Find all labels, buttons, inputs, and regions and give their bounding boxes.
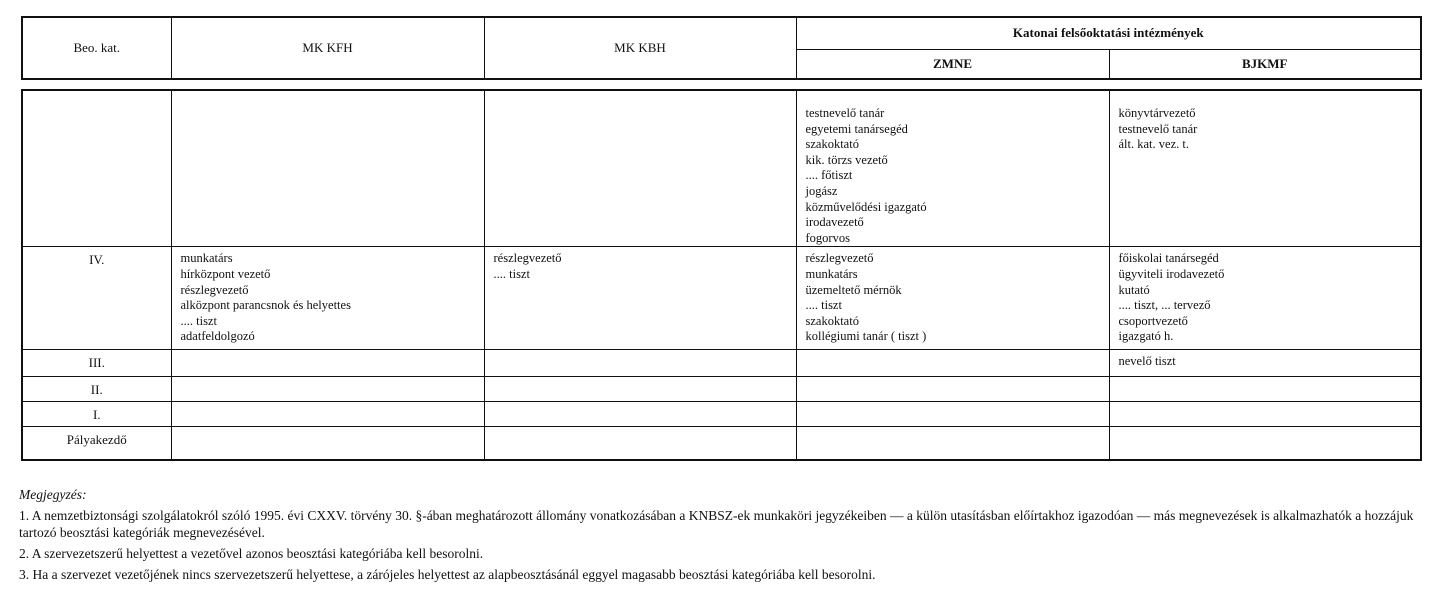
position-entry: kik. törzs vezető bbox=[805, 152, 888, 167]
cell-mk-kbh bbox=[484, 427, 796, 460]
position-entry: hírközpont vezető bbox=[180, 266, 271, 281]
cell-mk-kfh bbox=[171, 350, 484, 377]
cell-mk-kfh bbox=[171, 427, 484, 460]
position-entry: fogorvos bbox=[805, 230, 850, 245]
table-row bbox=[22, 247, 1421, 350]
position-entry: részlegvezető bbox=[180, 282, 249, 297]
position-entry: közművelődési igazgató bbox=[805, 199, 927, 214]
position-entry: adatfeldolgozó bbox=[180, 329, 255, 344]
cell-bjkmf bbox=[1109, 247, 1421, 350]
cell-mk-kfh bbox=[171, 402, 484, 427]
position-entry: kutató bbox=[1118, 282, 1150, 297]
row-label: I. bbox=[22, 402, 171, 427]
cell-zmne bbox=[796, 377, 1109, 402]
position-entry: .... tiszt bbox=[493, 266, 530, 281]
header-beo-kat: Beo. kat. bbox=[22, 17, 171, 79]
notes-title: Megjegyzés: bbox=[19, 487, 87, 502]
position-entry: .... tiszt, ... tervező bbox=[1118, 298, 1211, 313]
note-item: 1. A nemzetbiztonsági szolgálatokról szóló 1995. évi CXXV. törvény 30. §-ában meghatározott állomány vonatkozásában a KNBSZ-ek munkaköri jegyzékeiben — a külön utasításban előírtakhoz igazodóan — más megnevezések is alkalmazhatók a hozzájuk tartozó beosztási kategóriák megnevezésével. bbox=[19, 508, 1414, 540]
category-header-table bbox=[21, 16, 1422, 80]
position-entry: alközpont parancsnok és helyettes bbox=[180, 298, 351, 313]
position-entry: nevelő tiszt bbox=[1118, 354, 1176, 369]
cell-mk-kbh bbox=[484, 247, 796, 350]
row-label: Pályakezdő bbox=[22, 427, 171, 460]
cell-bjkmf bbox=[1109, 427, 1421, 460]
position-entry: jogász bbox=[805, 183, 838, 198]
row-label bbox=[22, 90, 171, 247]
position-entry: munkatárs bbox=[805, 266, 858, 281]
position-entry: főiskolai tanársegéd bbox=[1118, 251, 1219, 266]
cell-mk-kbh bbox=[484, 377, 796, 402]
position-entry: részlegvezető bbox=[805, 251, 874, 266]
cell-zmne bbox=[796, 402, 1109, 427]
cell-zmne bbox=[796, 350, 1109, 377]
row-label: III. bbox=[22, 350, 171, 377]
category-body-table bbox=[21, 89, 1422, 461]
header-katonai: Katonai felsőoktatási intézmények bbox=[796, 17, 1421, 49]
position-entry: ált. kat. vez. t. bbox=[1118, 137, 1189, 152]
position-entry: .... főtiszt bbox=[805, 168, 853, 183]
header-zmne: ZMNE bbox=[796, 49, 1109, 79]
cell-zmne bbox=[796, 247, 1109, 350]
cell-bjkmf bbox=[1109, 377, 1421, 402]
position-entry: .... tiszt bbox=[805, 298, 842, 313]
position-entry: munkatárs bbox=[180, 251, 233, 266]
note-item: 2. A szervezetszerű helyettest a vezetővel azonos beosztási kategóriába kell besorolni. bbox=[19, 546, 484, 561]
header-mk-kbh: MK KBH bbox=[484, 17, 796, 79]
position-entry: ügyviteli irodavezető bbox=[1118, 266, 1225, 281]
position-entry: testnevelő tanár bbox=[805, 106, 885, 120]
cell-mk-kfh bbox=[171, 377, 484, 402]
cell-bjkmf bbox=[1109, 90, 1421, 247]
cell-mk-kbh bbox=[484, 402, 796, 427]
cell-mk-kbh bbox=[484, 90, 796, 247]
position-entry: csoportvezető bbox=[1118, 313, 1188, 328]
position-entry: részlegvezető bbox=[493, 251, 562, 266]
cell-mk-kbh bbox=[484, 350, 796, 377]
position-entry: .... tiszt bbox=[180, 313, 217, 328]
table-row bbox=[22, 90, 1421, 247]
table-row bbox=[22, 427, 1421, 460]
header-bjkmf: BJKMF bbox=[1109, 49, 1421, 79]
row-label: II. bbox=[22, 377, 171, 402]
position-entry: szakoktató bbox=[805, 137, 859, 152]
cell-bjkmf bbox=[1109, 350, 1421, 377]
cell-zmne bbox=[796, 90, 1109, 247]
notes-section bbox=[19, 486, 1429, 587]
row-label: IV. bbox=[22, 247, 171, 350]
cell-bjkmf bbox=[1109, 402, 1421, 427]
position-entry: könyvtárvezető bbox=[1118, 106, 1196, 120]
position-entry: egyetemi tanársegéd bbox=[805, 121, 908, 136]
table-row bbox=[22, 377, 1421, 402]
position-entry: üzemeltető mérnök bbox=[805, 282, 902, 297]
header-mk-kfh: MK KFH bbox=[171, 17, 484, 79]
position-entry: szakoktató bbox=[805, 313, 859, 328]
position-entry: kollégiumi tanár ( tiszt ) bbox=[805, 329, 927, 344]
position-entry: irodavezető bbox=[805, 215, 864, 230]
position-entry: igazgató h. bbox=[1118, 329, 1174, 344]
cell-zmne bbox=[796, 427, 1109, 460]
cell-mk-kfh bbox=[171, 247, 484, 350]
note-item: 3. Ha a szervezet vezetőjének nincs szervezetszerű helyettese, a zárójeles helyettest az alapbeosztásánál eggyel magasabb beosztási kategóriába kell besorolni. bbox=[19, 567, 876, 582]
table-row bbox=[22, 350, 1421, 377]
table-row bbox=[22, 402, 1421, 427]
cell-mk-kfh bbox=[171, 90, 484, 247]
position-entry: testnevelő tanár bbox=[1118, 121, 1198, 136]
